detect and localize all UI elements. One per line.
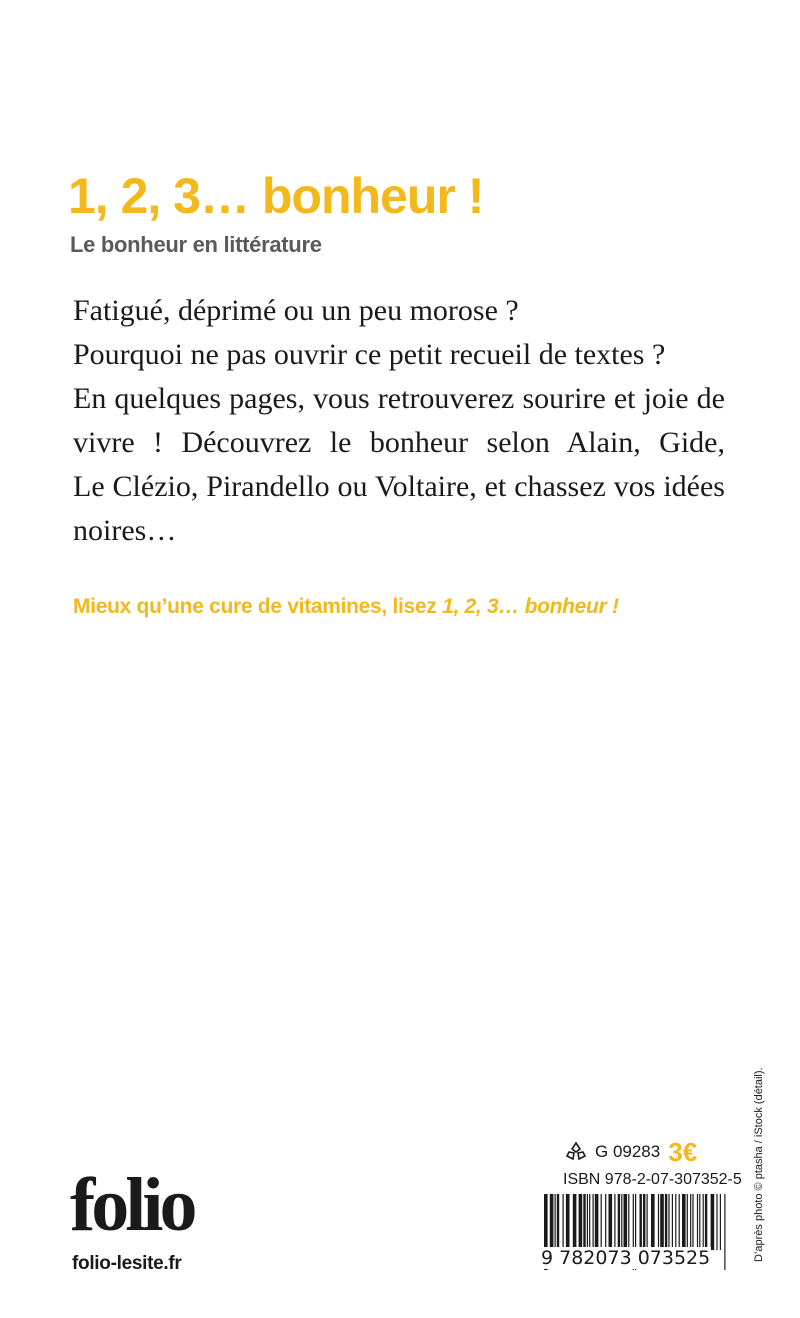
barcode-bar: [682, 1194, 686, 1250]
barcode-bar: [665, 1194, 667, 1250]
blurb-line: En quelques pages, vous retrouverez sourire et joie de: [73, 382, 725, 415]
barcode-bar: [640, 1194, 642, 1250]
book-subtitle: Le bonheur en littérature: [70, 232, 322, 257]
barcode-bar: [593, 1194, 594, 1250]
blurb-line: Pourquoi ne pas ouvrir ce petit recueil de textes ?: [73, 338, 666, 371]
blurb-line: vivre ! Découvrez le bonheur selon Alain, Gide,: [73, 426, 725, 459]
barcode-bar: [643, 1194, 645, 1250]
barcode-bar: [563, 1194, 564, 1250]
barcode-bar: [690, 1194, 691, 1250]
barcode-bar: [658, 1194, 659, 1250]
barcode-bar: [705, 1194, 707, 1250]
barcode-bar: [628, 1194, 629, 1250]
barcode-bar: [703, 1194, 704, 1250]
folio-logo: folio: [70, 1163, 194, 1247]
barcode-bar: [583, 1194, 585, 1250]
barcode-bar: [614, 1194, 615, 1250]
barcode-bar: [595, 1194, 599, 1250]
barcode-bar: [711, 1194, 715, 1250]
barcode-bar: [624, 1194, 628, 1250]
barcode-bar: [573, 1194, 577, 1250]
photo-credit: D’après photo © ptasha / iStock (détail).: [753, 1067, 765, 1262]
publisher-website: folio-lesite.fr: [72, 1253, 182, 1274]
barcode-bar: [668, 1194, 669, 1250]
blurb-line: Fatigué, déprimé ou un peu morose ?: [73, 294, 519, 327]
barcode-bar: [697, 1194, 698, 1250]
barcode-bar: [605, 1194, 606, 1250]
blurb: [73, 289, 725, 553]
isbn: ISBN 978-2-07-307352-5: [563, 1171, 742, 1188]
barcode-bar: [679, 1194, 680, 1250]
barcode-bar: [566, 1194, 570, 1250]
barcode-bar: [550, 1194, 554, 1250]
barcode-bar: [579, 1194, 583, 1250]
barcode-bar: [647, 1194, 648, 1250]
barcode-digits-text: 9 782073 073525: [541, 1247, 711, 1269]
barcode-bar: [601, 1194, 602, 1250]
barcode-bar: [716, 1194, 717, 1250]
barcode-bar: [589, 1194, 590, 1250]
product-code: G 09283: [595, 1142, 661, 1161]
barcode-bar: [687, 1194, 688, 1250]
barcode-bar: [692, 1194, 693, 1250]
barcode-bar: [587, 1194, 588, 1250]
barcode-bar: [609, 1194, 613, 1250]
tagline-book-title: 1, 2, 3… bonheur !: [442, 595, 619, 618]
barcode-digits: [540, 1246, 730, 1270]
barcode-bar: [555, 1194, 556, 1250]
blurb-line: Le Clézio, Pirandello ou Voltaire, et chassez vos idées: [73, 470, 725, 503]
barcode-bar: [621, 1194, 622, 1250]
barcode-bar: [651, 1194, 655, 1250]
tagline: [73, 593, 619, 621]
barcode-bar: [699, 1194, 700, 1250]
barcode-bar: [618, 1194, 620, 1250]
barcode-bar: [720, 1194, 721, 1250]
price-row: [565, 1137, 697, 1167]
barcode-bar: [557, 1194, 559, 1250]
folio-mark-icon: [565, 1141, 587, 1163]
barcode-bar: [672, 1194, 673, 1250]
blurb-line: noires…: [73, 514, 177, 547]
barcode-bar: [675, 1194, 676, 1250]
barcode-bar: [660, 1194, 664, 1250]
tagline-text: Mieux qu’une cure de vitamines, lisez: [73, 595, 443, 618]
book-title: 1, 2, 3… bonheur !: [68, 168, 484, 224]
price: 3€: [668, 1136, 698, 1167]
